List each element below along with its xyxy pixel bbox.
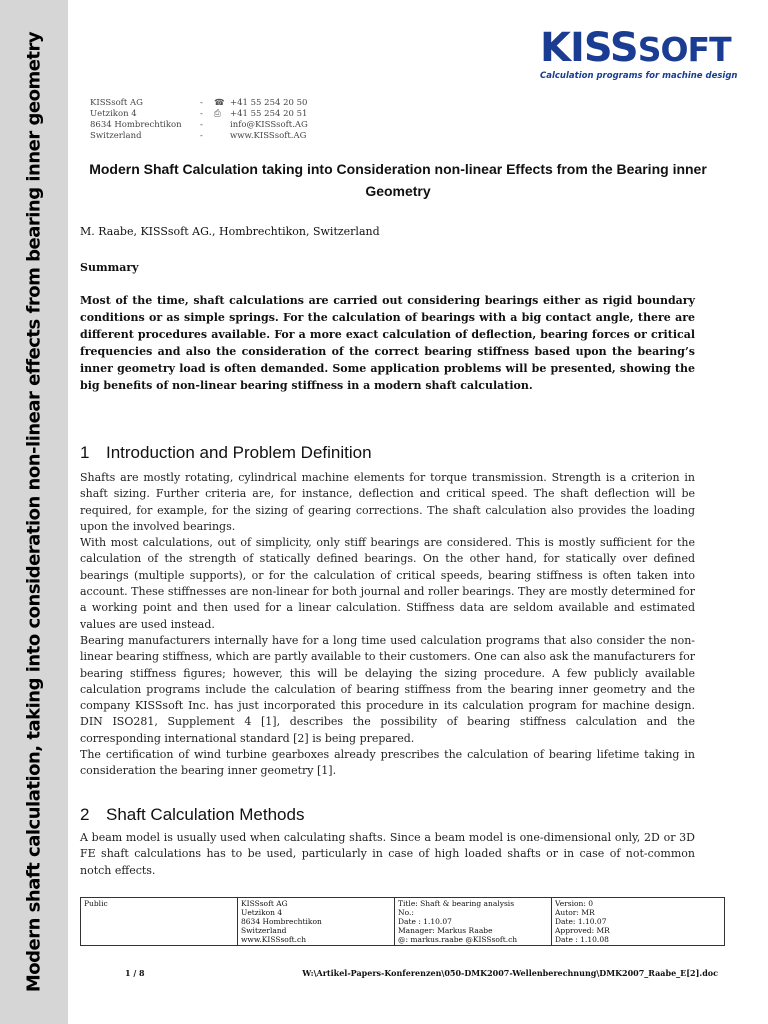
contact-email: info@KISSsoft.AG	[230, 120, 308, 130]
paper-title: Modern Shaft Calculation taking into Consideration non-linear Effects from the Bearing inner Geometry	[89, 161, 707, 199]
email-icon	[214, 120, 230, 131]
logo-wordmark	[540, 25, 731, 71]
section-body	[80, 470, 695, 780]
contact-block	[90, 98, 308, 142]
contact-address: 8634 Hombrechtikon	[90, 120, 182, 130]
logo-kiss: KISS	[540, 25, 638, 71]
paragraph: A beam model is usually used when calculating shafts. Since a beam model is one-dimensional only, 2D or 3D FE shaft calculations has to be used, particularly in case of high loaded shafts or in case of not-common notch effects.	[80, 831, 695, 877]
cell-line: Date: 1.10.07	[555, 917, 607, 926]
contact-address: Uetzikon 4	[90, 109, 137, 119]
logo-tagline: Calculation programs for machine design	[540, 71, 738, 81]
cell-line: Date : 1.10.08	[555, 935, 609, 944]
contact-row	[90, 120, 308, 131]
cell-line: Switzerland	[241, 926, 287, 935]
contact-address: Switzerland	[90, 131, 142, 141]
contact-website: www.KISSsoft.AG	[230, 131, 307, 141]
cell-line: Public	[84, 899, 108, 908]
contact-dash: -	[200, 109, 203, 119]
kisssoft-logo	[540, 25, 738, 81]
contact-dash: -	[200, 120, 203, 130]
paragraph: With most calculations, out of simplicity, only stiff bearings are considered. This is mostly sufficient for the calculation of the strength of statically defined bearings. On the other hand, for statically over defined bearings (multiple supports), or for the calculation of critical speeds, bearing stiffness is often taken into account. These stiffnesses are non-linear for both journal and roller bearings. They are mostly determined for a working point and then used for a linear calculation. Stiffness data are seldom available and estimated values are used instead.	[80, 536, 695, 631]
contact-fax: +41 55 254 20 51	[230, 109, 308, 119]
file-path: W:\Artikel-Papers-Konferenzen\050-DMK2007-Wellenberechnung\DMK2007_Raabe_E[2].doc	[302, 968, 718, 978]
contact-address: KISSsoft AG	[90, 98, 143, 108]
cell-line: Manager: Markus Raabe	[398, 926, 493, 935]
cell-line: Approved: MR	[555, 926, 610, 935]
section-title: Shaft Calculation Methods	[106, 805, 305, 824]
summary-abstract: Most of the time, shaft calculations are carried out considering bearings either as rigid boundary conditions or as simple springs. For the calculation of bearings with a big contact angle, there are different procedures available. For a more exact calculation of deflection, bearing forces or critical frequencies and also the consideration of the correct bearing stiffness based upon the bearing’s inner geometry load is often demanded. Some application problems will be presented, showing the big benefits of non-linear bearing stiffness in a modern shaft calculation.	[80, 294, 695, 392]
table-cell-classification	[81, 898, 238, 946]
cell-line: Uetzikon 4	[241, 908, 283, 917]
section-number: 1	[80, 443, 90, 462]
paper-authors: M. Raabe, KISSsoft AG., Hombrechtikon, Switzerland	[80, 225, 380, 238]
contact-row	[90, 98, 308, 109]
contact-row	[90, 109, 308, 120]
cell-line: Version: 0	[555, 899, 594, 908]
contact-dash: -	[200, 131, 203, 141]
sidebar-vertical-title: Modern shaft calculation, taking into consideration non-linear effects from bearing inner geometry	[23, 31, 45, 993]
fax-icon: ⎙	[214, 109, 221, 119]
cell-line: @: markus.raabe @KISSsoft.ch	[398, 935, 518, 944]
section-number: 2	[80, 805, 90, 824]
table-cell-version	[552, 898, 725, 946]
logo-soft: SOFT	[637, 30, 731, 69]
cell-line: No.:	[398, 908, 414, 917]
document-info-table	[80, 897, 725, 946]
section-title: Introduction and Problem Definition	[106, 443, 372, 462]
cell-line: Date : 1.10.07	[398, 917, 452, 926]
web-icon	[214, 131, 230, 142]
phone-icon: ☎	[214, 98, 225, 108]
summary-heading: Summary	[80, 261, 139, 274]
page-number: 1 / 8	[125, 968, 145, 978]
paragraph: Bearing manufacturers internally have for a long time used calculation programs that also consider the non-linear bearing stiffness, which are partly available to their customers. One can also ask the manufacturers for bearing stiffness figures; however, this will be delaying the sizing procedure. A few publicly available calculation programs include the calculation of bearing stiffness from the bearing inner geometry and the company KISSsoft Inc. has just incorporated this procedure in its calculation program for machine design. DIN ISO281, Supplement 4 [1], describes the possibility of bearing stiffness calculation and the corresponding international standard [2] is being prepared.	[80, 633, 695, 745]
cell-line: KISSsoft AG	[241, 899, 288, 908]
contact-phone: +41 55 254 20 50	[230, 98, 308, 108]
contact-row	[90, 131, 308, 142]
table-cell-company	[238, 898, 395, 946]
section-body	[80, 830, 695, 879]
section-heading	[80, 443, 372, 463]
sidebar	[0, 0, 68, 1024]
paragraph: Shafts are mostly rotating, cylindrical machine elements for torque transmission. Strength is a criterion in shaft sizing. Further criteria are, for instance, deflection and critical speed. The shaft deflection will be required, for example, for the sizing of gearing corrections. The shaft calculation also provides the loading upon the involved bearings.	[80, 471, 695, 533]
paragraph: The certification of wind turbine gearboxes already prescribes the calculation of bearing lifetime taking in consideration the bearing inner geometry [1].	[80, 748, 695, 778]
section-heading	[80, 805, 304, 825]
cell-line: www.KISSsoft.ch	[241, 935, 307, 944]
cell-line: 8634 Hombrechtikon	[241, 917, 322, 926]
table-cell-document	[395, 898, 552, 946]
contact-dash: -	[200, 98, 203, 108]
cell-line: Autor: MR	[555, 908, 595, 917]
cell-line: Title: Shaft & bearing analysis	[398, 899, 515, 908]
